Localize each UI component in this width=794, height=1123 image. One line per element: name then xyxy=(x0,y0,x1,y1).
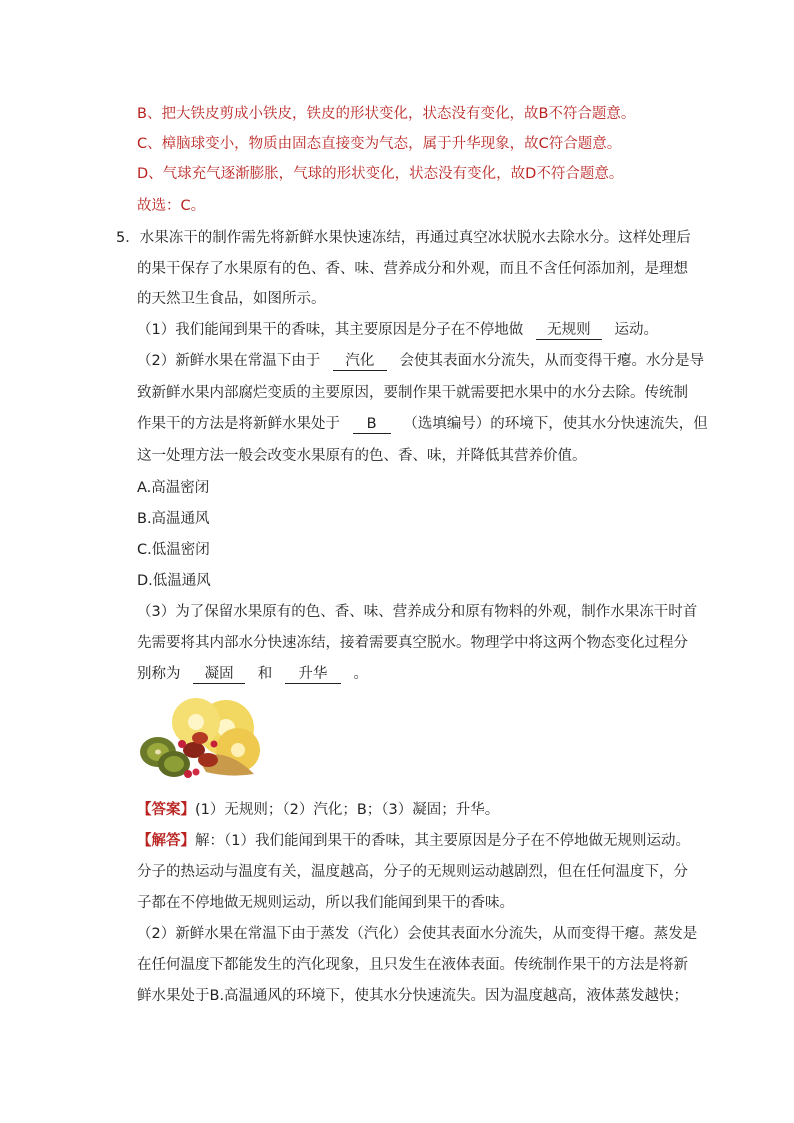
question-stem-2: 的果干保存了水果原有的色、香、味、营养成分和外观，而且不含任何添加剂，是理想 xyxy=(137,261,688,277)
part-2-answer: 汽化 xyxy=(333,352,387,371)
answer-tag: 【答案】 xyxy=(137,802,195,818)
part-1-suffix: 运动。 xyxy=(614,322,658,338)
analysis-line-5: 在任何温度下都能发生的汽化现象，且只发生在液体表面。传统制作果干的方法是将新 xyxy=(137,957,688,973)
part-2-line-3-prompt: 作果干的方法是将新鲜水果处于 xyxy=(137,416,340,432)
part-3-prompt: 别称为 xyxy=(137,666,181,682)
part-2-line-4: 这一处理方法一般会改变水果原有的色、香、味，并降低其营养价值。 xyxy=(137,448,587,464)
analysis-line-4: （2）新鲜水果在常温下由于蒸发（汽化）会使其表面水分流失，从而变得干瘪。蒸发是 xyxy=(137,926,698,942)
part-3-line-2: 先需要将其内部水分快速冻结，接着需要真空脱水。物理学中将这两个物态变化过程分 xyxy=(137,635,688,651)
part-1-prompt: （1）我们能闻到果干的香味，其主要原因是分子在不停地做 xyxy=(137,322,524,338)
option-b: B.高温通风 xyxy=(137,511,210,527)
question-stem-1: 水果冻干的制作需先将新鲜水果快速冻结，再通过真空冰状脱水去除水分。这样处理后 xyxy=(139,230,691,246)
option-c: C.低温密闭 xyxy=(137,542,210,558)
question-5-line-1 xyxy=(116,228,691,248)
part-2-line-3-suffix: （选填编号）的环境下，使其水分快速流失，但 xyxy=(403,416,708,432)
analysis-tag: 【解答】 xyxy=(137,833,195,849)
part-3-connector: 和 xyxy=(257,666,273,682)
part-3-line-1: （3）为了保留水果原有的色、香、味、营养成分和原有物料的外观，制作水果冻干时首 xyxy=(137,604,698,620)
question-number: 5． xyxy=(116,230,140,246)
part-2-line-3 xyxy=(137,414,708,434)
analysis-line-3: 子都在不停地做无规则运动，所以我们能闻到果干的香味。 xyxy=(137,895,514,911)
prev-solution-b: B、把大铁皮剪成小铁皮，铁皮的形状变化，状态没有变化，故B不符合题意。 xyxy=(137,106,636,122)
analysis-line-1 xyxy=(137,831,690,851)
part-2-suffix: 会使其表面水分流失，从而变得干瘪。水分是导 xyxy=(399,353,704,369)
analysis-line-6: 鲜水果处于B.高温通风的环境下，使其水分快速流失。因为温度越高，液体蒸发越快； xyxy=(137,988,689,1004)
analysis-line-2: 分子的热运动与温度有关，温度越高，分子的无规则运动越剧烈，但在任何温度下，分 xyxy=(137,864,688,880)
prev-solution-c: C、樟脑球变小，物质由固态直接变为气态，属于升华现象，故C符合题意。 xyxy=(137,136,622,152)
option-a: A.高温密闭 xyxy=(137,480,210,496)
dried-fruit-image xyxy=(134,688,270,784)
part-2-prompt: （2）新鲜水果在常温下由于 xyxy=(137,353,321,369)
part-2-line-2: 致新鲜水果内部腐烂变质的主要原因，要制作果干就需要把水果中的水分去除。传统制 xyxy=(137,385,688,401)
part-3-answer-1: 凝固 xyxy=(193,665,245,684)
part-3-answer-2: 升华 xyxy=(285,665,341,684)
part-3-end: 。 xyxy=(353,666,368,682)
analysis-text-1: 解：（1）我们能闻到果干的香味，其主要原因是分子在不停地做无规则运动。 xyxy=(195,833,690,849)
part-2-line-1 xyxy=(137,351,704,371)
answer-line xyxy=(137,800,499,820)
part-1-answer: 无规则 xyxy=(536,321,602,340)
part-2-choice-answer: B xyxy=(353,415,391,434)
prev-solution-choice: 故选：C。 xyxy=(137,198,206,214)
option-d: D.低温通风 xyxy=(137,573,211,589)
part-1 xyxy=(137,320,658,340)
part-3-line-3 xyxy=(137,664,368,684)
prev-solution-d: D、气球充气逐渐膨胀，气球的形状变化，状态没有变化，故D不符合题意。 xyxy=(137,166,624,182)
question-stem-3: 的天然卫生食品，如图所示。 xyxy=(137,291,326,307)
answer-text: (1）无规则；（2）汽化；B；（3）凝固；升华。 xyxy=(195,802,500,818)
